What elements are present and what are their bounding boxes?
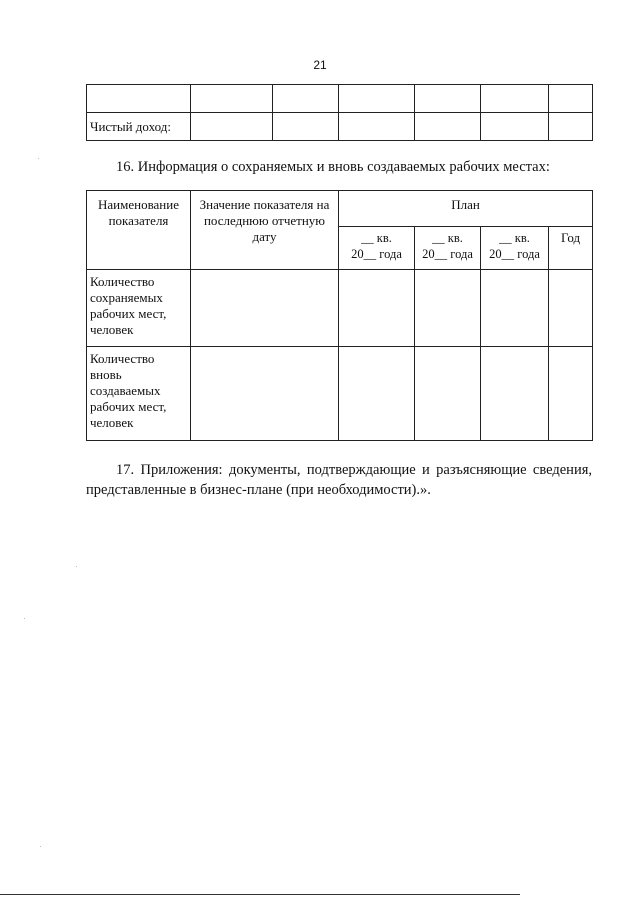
quarter-line: __ кв. (432, 231, 463, 245)
table-row (87, 347, 593, 441)
section-16-title: 16. Информация о сохраняемых и вновь создаваемых рабочих местах: (116, 159, 550, 175)
table-cell (549, 347, 593, 441)
table-cell (339, 270, 415, 347)
scan-speck (76, 566, 77, 567)
section-17-text: 17. Приложения: документы, подтверждающие и разъясняющие сведения, представленные в бизнес-плане (при необходимости).». (86, 462, 592, 498)
scan-speck (40, 846, 41, 847)
income-table (86, 84, 593, 141)
header-year: Год (549, 227, 593, 270)
table-cell (191, 113, 273, 141)
table-row (87, 113, 593, 141)
row-label-retained-jobs: Количество сохраняемых рабочих мест, человек (87, 270, 191, 347)
table-cell (481, 347, 549, 441)
table-row (87, 270, 593, 347)
net-income-label: Чистый доход: (87, 113, 191, 141)
bottom-scan-edge (0, 894, 520, 895)
quarter-line: __ кв. (499, 231, 530, 245)
scan-speck (24, 618, 25, 619)
header-name: Наименование показателя (87, 191, 191, 270)
table-cell (415, 85, 481, 113)
table-cell (339, 347, 415, 441)
table-cell (191, 270, 339, 347)
table-row (87, 85, 593, 113)
header-quarter-2 (415, 227, 481, 270)
header-quarter-3 (481, 227, 549, 270)
table-cell (273, 85, 339, 113)
table-cell (549, 113, 593, 141)
table-cell (191, 347, 339, 441)
table-cell (339, 85, 415, 113)
table-cell (415, 113, 481, 141)
table-cell (481, 113, 549, 141)
table-cell (87, 85, 191, 113)
table-cell (549, 270, 593, 347)
table-cell (191, 85, 273, 113)
table-cell (273, 113, 339, 141)
header-quarter-1 (339, 227, 415, 270)
quarter-line: __ кв. (361, 231, 392, 245)
year-line: 20__ года (422, 247, 473, 261)
table-header-row (87, 191, 593, 227)
header-plan: План (339, 191, 593, 227)
page-number: 21 (313, 58, 327, 72)
table-cell (415, 347, 481, 441)
table-cell (481, 270, 549, 347)
table-cell (339, 113, 415, 141)
header-value: Значение показателя на последнюю отчетную дату (191, 191, 339, 270)
row-label-new-jobs: Количество вновь создаваемых рабочих мест, человек (87, 347, 191, 441)
year-line: 20__ года (351, 247, 402, 261)
table-cell (415, 270, 481, 347)
table-cell (549, 85, 593, 113)
table-cell (481, 85, 549, 113)
jobs-table (86, 190, 593, 441)
scan-speck (38, 158, 39, 159)
year-line: 20__ года (489, 247, 540, 261)
